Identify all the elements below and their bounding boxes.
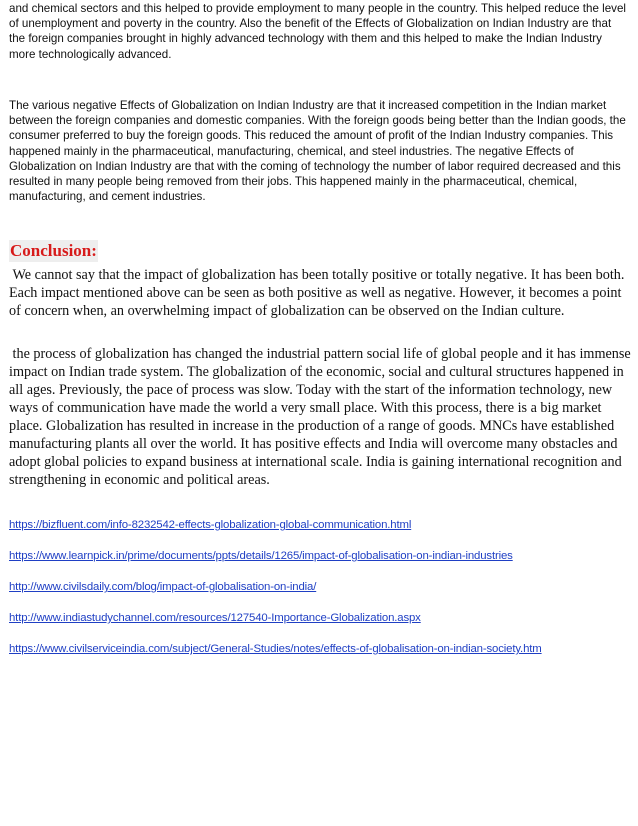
conclusion-paragraph-process [9,345,631,489]
reference-item [9,515,634,546]
reference-link-indiastudychannel[interactable]: http://www.indiastudychannel.com/resources/127540-Importance-Globalization.aspx [9,612,421,624]
reference-link-civilserviceindia[interactable]: https://www.civilserviceindia.com/subject/General-Studies/notes/effects-of-globalisation-on-indian-society.htm [9,643,542,655]
conclusion-heading: Conclusion: [10,241,97,260]
conclusion-paragraph-impact-text: We cannot say that the impact of globalization has been totally positive or totally negative. It has been both. Each impact mentioned above can be seen as both positive as well as negative. However, it becomes a point of concern when, an overwhelming impact of globalization can be observed on the Indian culture. [9,267,625,319]
reference-links-list [9,515,634,670]
reference-link-civilsdaily[interactable]: http://www.civilsdaily.com/blog/impact-of-globalisation-on-india/ [9,581,317,593]
body-paragraph-industry-benefits: and chemical sectors and this helped to provide employment to many people in the country. This helped reduce the level of unemployment and poverty in the country. Also the benefit of the Effects of Globalization on Indian Industry are that the foreign companies brought in highly advanced technology with them and this helped to make the Indian Industry more technologically advanced. [9,2,626,61]
reference-item [9,577,634,608]
reference-item [9,608,634,639]
conclusion-paragraph-impact [9,266,631,320]
reference-link-learnpick[interactable]: https://www.learnpick.in/prime/documents/ppts/details/1265/impact-of-globalisation-on-indian-industries [9,550,513,562]
reference-link-bizfluent[interactable]: https://bizfluent.com/info-8232542-effects-globalization-global-communication.html [9,519,412,531]
conclusion-paragraph-process-text: the process of globalization has changed the industrial pattern social life of global people and it has immense impact on Indian trade system. The globalization of the economic, social and cultural structures happened in all ages. Previously, the pace of process was slow. Today with the start of the information technology, new ways of communication have made the world a very small place. With this process, there is a big market place. Globalization has resulted in increase in the production of a range of goods. MNCs have established manufacturing plants all over the world. It has positive effects and India will overcome many obstacles and adopt global policies to expand business at international scale. India is gaining international recognition and strengthening in economic and political areas. [9,346,631,488]
body-paragraph-negative-effects: The various negative Effects of Globalization on Indian Industry are that it increased competition in the Indian market between the foreign companies and domestic companies. With the foreign goods being better than the Indian goods, the consumer preferred to buy the foreign goods. This reduced the amount of profit of the Indian Industry companies. This happened mainly in the pharmaceutical, manufacturing, chemical, and steel industries. The negative Effects of Globalization on Indian Industry are that with the coming of technology the number of labor required decreased and this resulted in many people being removed from their jobs. This happened mainly in the pharmaceutical, chemical, manufacturing, and cement industries. [9,99,626,204]
reference-item [9,546,634,577]
reference-item [9,639,634,670]
